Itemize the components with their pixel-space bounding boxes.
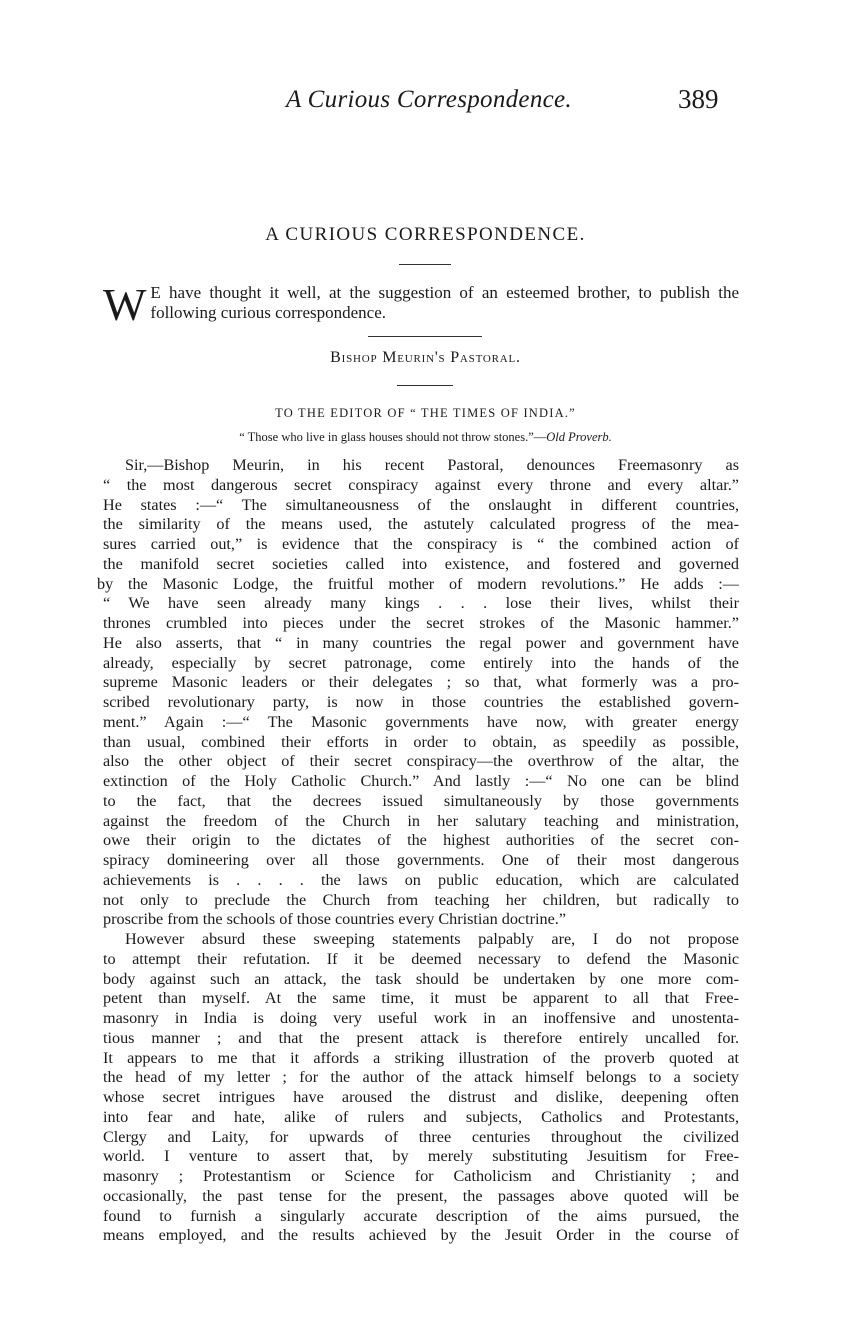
body-line: whose secret intrigues have aroused the distrust and dislike, deepening often <box>103 1088 739 1106</box>
body-line: tious manner ; and that the present attack is therefore entirely uncalled for. <box>103 1028 739 1047</box>
body-line: achievements is . . . . the laws on public education, which are calculated <box>103 870 739 889</box>
body-line: also the other object of their secret conspiracy—the overthrow of the altar, the <box>103 752 739 771</box>
letter-address: TO THE EDITOR OF “ THE TIMES OF INDIA.” <box>275 406 576 420</box>
body-line: the similarity of the means used, the astutely calculated progress of the mea- <box>103 515 739 534</box>
body-line: He also asserts, that “ in many countries the regal power and government have <box>103 633 739 652</box>
body-line: found to furnish a singularly accurate description of the aims pursued, the <box>103 1206 739 1225</box>
body-line: spiracy domineering over all those governments. One of their most dangerous <box>103 851 739 869</box>
body-line: into fear and hate, alike of rulers and subjects, Catholics and Protestants, <box>103 1107 739 1126</box>
body-line: against the freedom of the Church in her salutary teaching and ministration, <box>103 811 739 830</box>
body-line: by the Masonic Lodge, the fruitful mother of modern revolutions.” He adds :— <box>97 574 739 593</box>
section-rule <box>397 385 453 386</box>
body-line: the manifold secret societies called into existence, and fostered and governed <box>103 554 739 573</box>
body-line: It appears to me that it affords a striking illustration of the proverb quoted at <box>103 1048 739 1067</box>
body-line: Sir,—Bishop Meurin, in his recent Pastoral, denounces Freemasonry as <box>125 456 739 474</box>
running-head <box>0 86 851 122</box>
title-rule <box>399 264 451 265</box>
body-line: thrones crumbled into pieces under the secret strokes of the Masonic hammer.” <box>103 614 739 632</box>
running-title: A Curious Correspondence. <box>286 86 572 113</box>
page-number: 389 <box>678 84 719 114</box>
letter-body <box>97 456 739 1246</box>
intro-rule <box>368 336 482 337</box>
body-line: owe their origin to the dictates of the highest authorities of the secret con- <box>103 831 739 850</box>
body-line: sures carried out,” is evidence that the conspiracy is “ the combined action of <box>103 535 739 553</box>
body-line: world. I venture to assert that, by merely substituting Jesuitism for Free- <box>103 1147 739 1166</box>
body-line: However absurd these sweeping statements palpably are, I do not propose <box>125 930 739 948</box>
body-line: to the fact, that the decrees issued simultaneously by those governments <box>103 791 739 810</box>
body-line: “ the most dangerous secret conspiracy against every throne and every altar.” <box>103 475 739 494</box>
body-line: to attempt their refutation. If it be deemed necessary to defend the Masonic <box>103 949 739 968</box>
body-line: already, especially by secret patronage, come entirely into the hands of the <box>103 653 739 672</box>
body-line: scribed revolutionary party, is now in those countries the established govern- <box>103 693 739 711</box>
drop-cap: W <box>103 279 147 330</box>
article-title: A CURIOUS CORRESPONDENCE. <box>265 224 586 245</box>
intro-text: E have thought it well, at the suggestion of an esteemed brother, to publish the following curious correspondence. <box>150 283 739 322</box>
body-line: not only to preclude the Church from teaching her children, but radically to <box>103 890 739 909</box>
body-line: than usual, combined their efforts in order to obtain, as speedily as possible, <box>103 732 739 751</box>
body-line: occasionally, the past tense for the present, the passages above quoted will be <box>103 1186 739 1205</box>
body-line: “ We have seen already many kings . . . lose their lives, whilst their <box>103 594 739 613</box>
epigraph-source: Old Proverb. <box>546 430 612 444</box>
body-line: supreme Masonic leaders or their delegates ; so that, what formerly was a pro- <box>103 673 739 692</box>
body-line: Clergy and Laity, for upwards of three centuries throughout the civilized <box>103 1127 739 1146</box>
body-line: the head of my letter ; for the author of the attack himself belongs to a society <box>103 1068 739 1087</box>
intro-paragraph <box>103 279 739 330</box>
epigraph <box>0 430 851 445</box>
body-line: petent than myself. At the same time, it must be apparent to all that Free- <box>103 989 739 1008</box>
body-line: means employed, and the results achieved by the Jesuit Order in the course of <box>103 1226 739 1245</box>
body-line: ment.” Again :—“ The Masonic governments have now, with greater energy <box>103 712 739 731</box>
body-line: body against such an attack, the task should be undertaken by one more com- <box>103 969 739 988</box>
body-line: He states :—“ The simultaneousness of the onslaught in different countries, <box>103 495 739 514</box>
body-line: masonry ; Protestantism or Science for Catholicism and Christianity ; and <box>103 1167 739 1185</box>
body-line: extinction of the Holy Catholic Church.” And lastly :—“ No one can be blind <box>103 772 739 790</box>
body-line: masonry in India is doing very useful work in an inoffensive and unostenta- <box>103 1009 739 1027</box>
body-line: proscribe from the schools of those countries every Christian doctrine.” <box>103 910 567 929</box>
section-title: Bishop Meurin's Pastoral. <box>330 349 521 366</box>
epigraph-quote: “ Those who live in glass houses should not throw stones.”— <box>239 430 547 444</box>
